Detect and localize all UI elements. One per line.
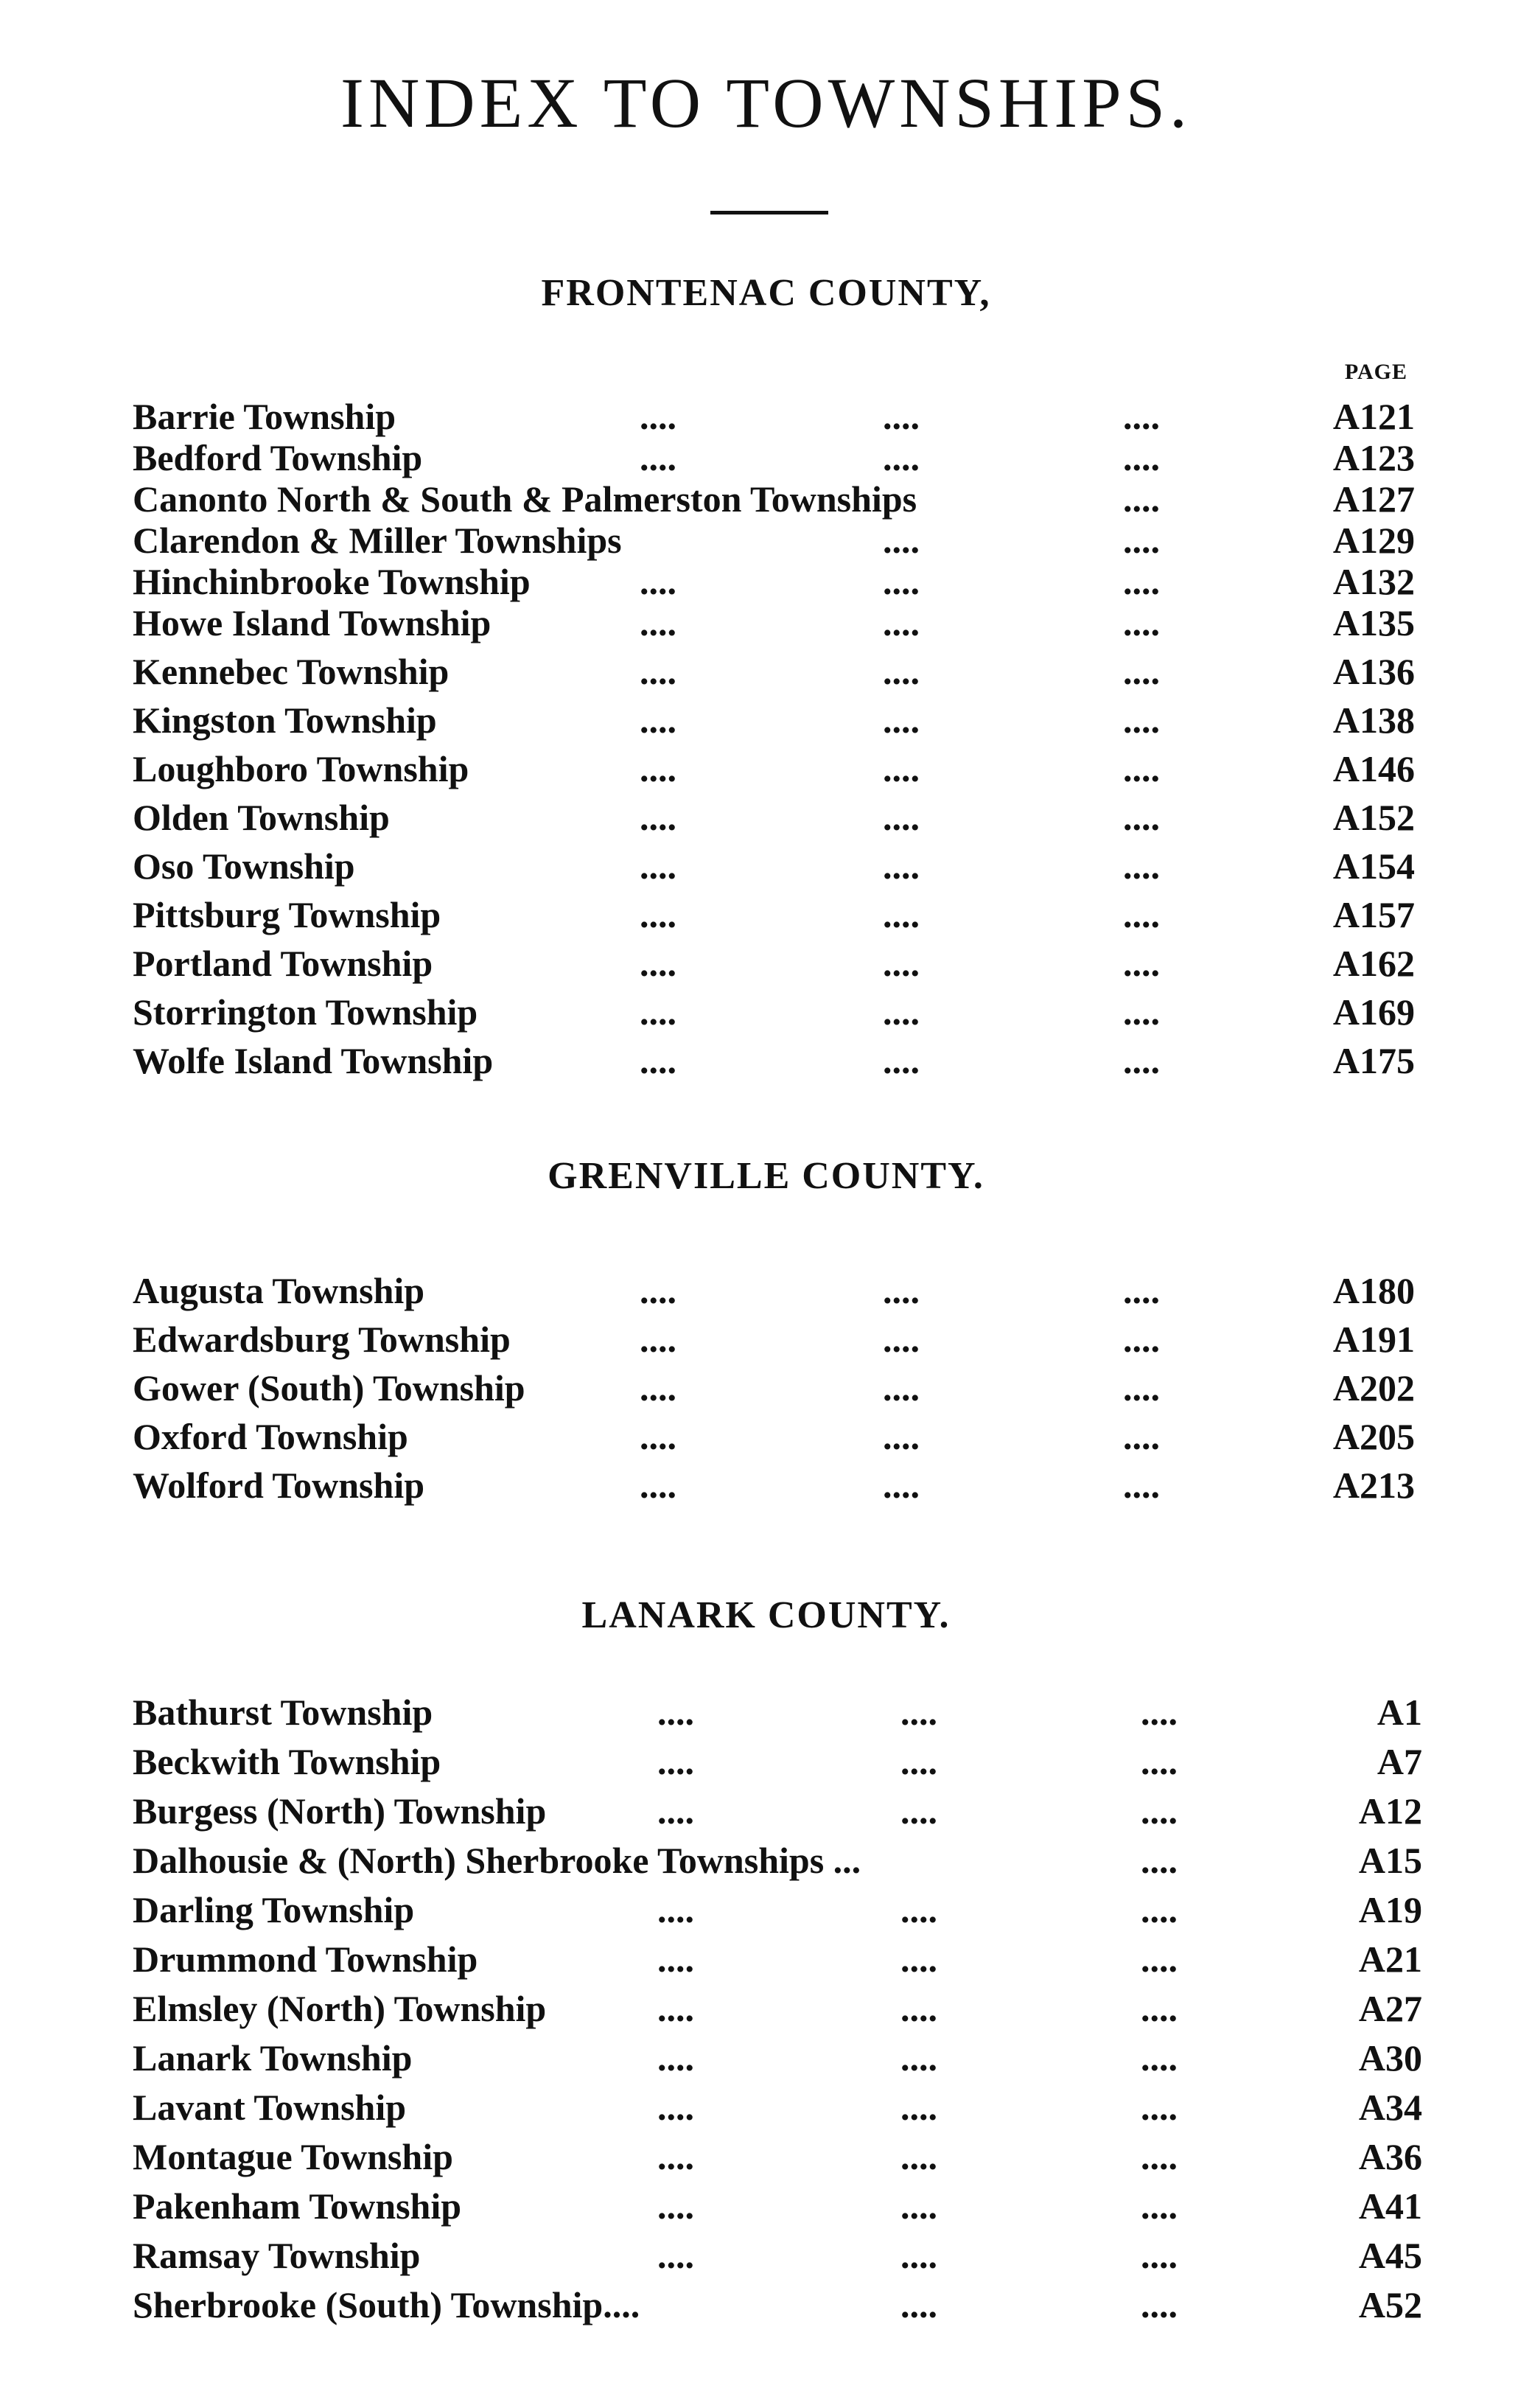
- leader-dots: ....: [640, 1367, 676, 1409]
- index-row: [133, 601, 1415, 650]
- leader-dots: ....: [657, 1938, 694, 1980]
- leader-dots: ....: [1141, 1988, 1178, 2029]
- index-row: [133, 1039, 1415, 1088]
- leader-dots: ....: [640, 396, 676, 437]
- page-ref: A136: [1332, 651, 1415, 692]
- leader-dots: ....: [1123, 651, 1160, 692]
- leader-dots: ....: [640, 651, 676, 692]
- township-name: Barrie Township: [133, 396, 396, 437]
- index-row: [133, 796, 1415, 845]
- leader-dots: ....: [1123, 1040, 1160, 1081]
- index-row: [133, 1790, 1422, 1839]
- page-ref: A123: [1332, 437, 1415, 478]
- township-name: Oso Township: [133, 845, 355, 887]
- frontenac-heading: FRONTENAC COUNTY,: [541, 272, 991, 314]
- leader-dots: ....: [657, 1741, 694, 1782]
- leader-dots: ....: [1123, 478, 1160, 520]
- leader-dots: ....: [640, 561, 676, 602]
- township-name: Beckwith Township: [133, 1741, 441, 1782]
- leader-dots: ....: [900, 1938, 937, 1980]
- index-row: [133, 1367, 1415, 1415]
- leader-dots: ....: [883, 651, 920, 692]
- leader-dots: ....: [883, 437, 920, 478]
- leader-dots: ....: [640, 943, 676, 984]
- leader-dots: ....: [900, 1741, 937, 1782]
- leader-dots: ....: [883, 602, 920, 643]
- leader-dots: ....: [1123, 845, 1160, 887]
- index-row: [133, 1318, 1415, 1367]
- leader-dots: ....: [1123, 1270, 1160, 1311]
- township-name: Lavant Township: [133, 2087, 407, 2128]
- index-row: [133, 699, 1415, 747]
- index-row: [133, 1987, 1422, 2037]
- township-name: Dalhousie & (North) Sherbrooke Townships ...: [133, 1840, 861, 1881]
- index-row: [133, 1464, 1415, 1512]
- page-ref: A129: [1332, 520, 1415, 561]
- leader-dots: ....: [883, 561, 920, 602]
- township-name: Sherbrooke (South) Township....: [133, 2284, 640, 2325]
- leader-dots: ....: [1123, 894, 1160, 935]
- leader-dots: ....: [1141, 2284, 1178, 2325]
- township-name: Oxford Township: [133, 1416, 408, 1457]
- leader-dots: ....: [1123, 1465, 1160, 1506]
- index-row: [133, 2283, 1422, 2333]
- leader-dots: ....: [1141, 1938, 1178, 1980]
- leader-dots: ....: [640, 1319, 676, 1360]
- page-ref: A175: [1332, 1040, 1415, 1081]
- index-row: [133, 2185, 1422, 2234]
- township-name: Kingston Township: [133, 699, 437, 741]
- leader-dots: ....: [1141, 2235, 1178, 2276]
- leader-dots: ....: [883, 1367, 920, 1409]
- township-name: Gower (South) Township: [133, 1367, 525, 1409]
- leader-dots: ....: [1123, 699, 1160, 741]
- page-ref: A162: [1332, 943, 1415, 984]
- page-ref: A138: [1332, 699, 1415, 741]
- township-name: Montague Township: [133, 2136, 453, 2177]
- leader-dots: ....: [640, 991, 676, 1033]
- leader-dots: ....: [1123, 602, 1160, 643]
- leader-dots: ....: [883, 797, 920, 838]
- page-ref: A21: [1358, 1938, 1422, 1980]
- title-rule: [710, 211, 828, 214]
- grenville-list: [133, 1269, 1415, 1512]
- leader-dots: ....: [657, 1790, 694, 1832]
- page-ref: A191: [1332, 1319, 1415, 1360]
- page-ref: A15: [1358, 1840, 1422, 1881]
- page-ref: A45: [1358, 2235, 1422, 2276]
- index-row: [133, 650, 1415, 699]
- leader-dots: ....: [883, 520, 920, 561]
- leader-dots: ....: [1123, 520, 1160, 561]
- township-name: Bedford Township: [133, 437, 423, 478]
- township-name: Edwardsburg Township: [133, 1319, 511, 1360]
- index-row: [133, 747, 1415, 796]
- leader-dots: ....: [900, 1889, 937, 1930]
- index-row: [133, 1269, 1415, 1318]
- leader-dots: ....: [657, 2087, 694, 2128]
- leader-dots: ....: [883, 845, 920, 887]
- leader-dots: ....: [640, 1416, 676, 1457]
- page-title: INDEX TO TOWNSHIPS.: [340, 63, 1192, 142]
- leader-dots: ....: [1123, 437, 1160, 478]
- page-ref: A202: [1332, 1367, 1415, 1409]
- township-name: Olden Township: [133, 797, 390, 838]
- page-ref: A19: [1358, 1889, 1422, 1930]
- index-row: [133, 2234, 1422, 2283]
- page-ref: A34: [1358, 2087, 1422, 2128]
- index-row: [133, 478, 1415, 519]
- township-name: Pakenham Township: [133, 2185, 462, 2227]
- leader-dots: ....: [640, 437, 676, 478]
- index-row: [133, 893, 1415, 942]
- leader-dots: ....: [883, 894, 920, 935]
- page-ref: A30: [1358, 2037, 1422, 2079]
- leader-dots: ....: [900, 2037, 937, 2079]
- leader-dots: ....: [900, 1988, 937, 2029]
- page-ref: A205: [1332, 1416, 1415, 1457]
- township-name: Canonto North & South & Palmerston Townships: [133, 478, 917, 520]
- leader-dots: ....: [1123, 748, 1160, 789]
- leader-dots: ....: [640, 797, 676, 838]
- leader-dots: ....: [657, 2037, 694, 2079]
- township-name: Bathurst Township: [133, 1692, 433, 1733]
- page-ref: A152: [1332, 797, 1415, 838]
- leader-dots: ....: [640, 699, 676, 741]
- leader-dots: ....: [1141, 2037, 1178, 2079]
- index-row: [133, 1415, 1415, 1464]
- township-name: Kennebec Township: [133, 651, 450, 692]
- leader-dots: ....: [883, 1270, 920, 1311]
- page-ref: A41: [1358, 2185, 1422, 2227]
- leader-dots: ....: [883, 991, 920, 1033]
- leader-dots: ....: [640, 845, 676, 887]
- township-name: Wolford Township: [133, 1465, 425, 1506]
- leader-dots: ....: [1141, 1692, 1178, 1733]
- leader-dots: ....: [1141, 1790, 1178, 1832]
- leader-dots: ....: [1141, 2087, 1178, 2128]
- leader-dots: ....: [883, 699, 920, 741]
- township-name: Lanark Township: [133, 2037, 413, 2079]
- township-name: Ramsay Township: [133, 2235, 421, 2276]
- page-ref: A36: [1358, 2136, 1422, 2177]
- township-name: Drummond Township: [133, 1938, 478, 1980]
- leader-dots: ....: [900, 2185, 937, 2227]
- page-ref: A180: [1332, 1270, 1415, 1311]
- township-name: Augusta Township: [133, 1270, 425, 1311]
- lanark-heading: LANARK COUNTY.: [581, 1594, 951, 1636]
- township-name: Portland Township: [133, 943, 433, 984]
- leader-dots: ....: [1123, 396, 1160, 437]
- leader-dots: ....: [1141, 1889, 1178, 1930]
- index-row: [133, 845, 1415, 893]
- page-ref: A7: [1377, 1741, 1422, 1782]
- township-name: Loughboro Township: [133, 748, 469, 789]
- leader-dots: ....: [640, 894, 676, 935]
- leader-dots: ....: [640, 1270, 676, 1311]
- page-ref: A27: [1358, 1988, 1422, 2029]
- index-row: [133, 436, 1415, 478]
- leader-dots: ....: [657, 2235, 694, 2276]
- township-name: Howe Island Township: [133, 602, 492, 643]
- leader-dots: ....: [900, 2235, 937, 2276]
- grenville-heading: GRENVILLE COUNTY.: [548, 1155, 984, 1197]
- leader-dots: ....: [1123, 1367, 1160, 1409]
- township-name: Pittsburg Township: [133, 894, 441, 935]
- leader-dots: ....: [657, 1889, 694, 1930]
- lanark-list: [133, 1691, 1422, 2333]
- leader-dots: ....: [1123, 797, 1160, 838]
- leader-dots: ....: [1123, 1416, 1160, 1457]
- leader-dots: ....: [640, 602, 676, 643]
- index-row: [133, 1938, 1422, 1987]
- leader-dots: ....: [1141, 1840, 1178, 1881]
- index-row: [133, 1740, 1422, 1790]
- leader-dots: ....: [883, 748, 920, 789]
- township-name: Burgess (North) Township: [133, 1790, 547, 1832]
- page-ref: A12: [1358, 1790, 1422, 1832]
- leader-dots: ....: [1141, 1741, 1178, 1782]
- page-ref: A135: [1332, 602, 1415, 643]
- township-name: Elmsley (North) Township: [133, 1988, 547, 2029]
- leader-dots: ....: [657, 2185, 694, 2227]
- leader-dots: ....: [900, 2284, 937, 2325]
- leader-dots: ....: [1123, 943, 1160, 984]
- index-row: [133, 1691, 1422, 1740]
- index-row: [133, 2086, 1422, 2135]
- leader-dots: ....: [900, 1790, 937, 1832]
- leader-dots: ....: [883, 1319, 920, 1360]
- township-name: Darling Township: [133, 1889, 415, 1930]
- leader-dots: ....: [657, 1988, 694, 2029]
- index-row: [133, 991, 1415, 1039]
- leader-dots: ....: [657, 1692, 694, 1733]
- page-ref: A146: [1332, 748, 1415, 789]
- page-ref: A127: [1332, 478, 1415, 520]
- township-name: Hinchinbrooke Township: [133, 561, 531, 602]
- leader-dots: ....: [1123, 561, 1160, 602]
- index-row: [133, 2135, 1422, 2185]
- page-ref: A157: [1332, 894, 1415, 935]
- leader-dots: ....: [883, 1040, 920, 1081]
- index-row: [133, 942, 1415, 991]
- page-ref: A1: [1377, 1692, 1422, 1733]
- township-name: Wolfe Island Township: [133, 1040, 494, 1081]
- leader-dots: ....: [1141, 2185, 1178, 2227]
- leader-dots: ....: [883, 1465, 920, 1506]
- leader-dots: ....: [1141, 2136, 1178, 2177]
- page-ref: A132: [1332, 561, 1415, 602]
- township-name: Clarendon & Miller Townships: [133, 520, 622, 561]
- page-column-label: PAGE: [1344, 360, 1407, 384]
- township-name: Storrington Township: [133, 991, 478, 1033]
- page-ref: A52: [1358, 2284, 1422, 2325]
- leader-dots: ....: [900, 2087, 937, 2128]
- index-row: [133, 1839, 1422, 1888]
- frontenac-list: [133, 395, 1415, 1088]
- index-row: [133, 2037, 1422, 2086]
- page-ref: A169: [1332, 991, 1415, 1033]
- leader-dots: ....: [1123, 991, 1160, 1033]
- leader-dots: ....: [640, 1465, 676, 1506]
- index-row: [133, 519, 1415, 560]
- index-row: [133, 1888, 1422, 1938]
- page-ref: A154: [1332, 845, 1415, 887]
- leader-dots: ....: [883, 396, 920, 437]
- page-ref: A121: [1332, 396, 1415, 437]
- leader-dots: ....: [640, 748, 676, 789]
- leader-dots: ....: [657, 2136, 694, 2177]
- leader-dots: ....: [640, 1040, 676, 1081]
- index-row: [133, 560, 1415, 601]
- leader-dots: ....: [1123, 1319, 1160, 1360]
- page-ref: A213: [1332, 1465, 1415, 1506]
- leader-dots: ....: [883, 943, 920, 984]
- index-row: [133, 395, 1415, 436]
- leader-dots: ....: [900, 1692, 937, 1733]
- leader-dots: ....: [883, 1416, 920, 1457]
- leader-dots: ....: [900, 2136, 937, 2177]
